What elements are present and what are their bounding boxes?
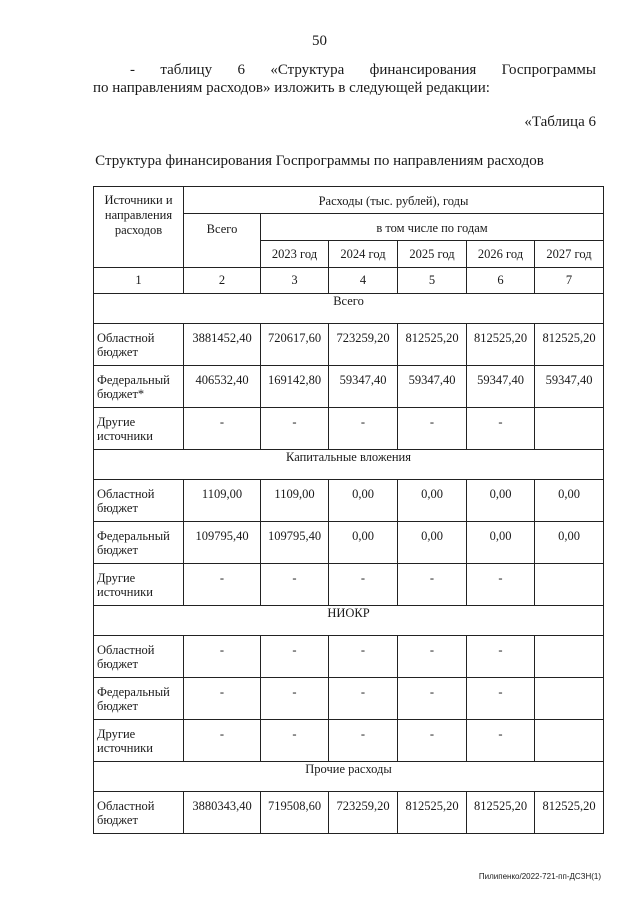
page-number: 50 <box>312 33 327 49</box>
intro-line-2: по направлениям расходов» изложить в следующей редакции: <box>93 80 490 96</box>
row-value: 0,00 <box>398 480 467 522</box>
table-row <box>94 564 604 606</box>
section-header-row <box>94 606 604 636</box>
row-source: Федеральный бюджет <box>94 678 184 720</box>
row-value: - <box>329 636 398 678</box>
column-number: 5 <box>398 268 467 294</box>
intro-word: таблицу <box>160 62 213 78</box>
row-value: 720617,60 <box>261 324 329 366</box>
row-value: 169142,80 <box>261 366 329 408</box>
column-number: 1 <box>94 268 184 294</box>
section-title: Капитальные вложения <box>94 450 604 480</box>
row-value: - <box>261 678 329 720</box>
row-value: 59347,40 <box>535 366 604 408</box>
row-value: - <box>184 408 261 450</box>
row-value <box>535 408 604 450</box>
row-value: 0,00 <box>398 522 467 564</box>
column-number: 2 <box>184 268 261 294</box>
header-by-years: в том числе по годам <box>261 214 604 241</box>
section-header-row <box>94 294 604 324</box>
header-year: 2026 год <box>467 241 535 268</box>
row-value: 1109,00 <box>184 480 261 522</box>
table-row <box>94 720 604 762</box>
row-value: - <box>261 564 329 606</box>
row-value: 812525,20 <box>398 792 467 834</box>
row-value: 812525,20 <box>467 324 535 366</box>
row-value: - <box>467 678 535 720</box>
table-row <box>94 480 604 522</box>
header-year: 2024 год <box>329 241 398 268</box>
row-value <box>535 720 604 762</box>
row-value: 0,00 <box>467 522 535 564</box>
row-value: 812525,20 <box>398 324 467 366</box>
row-source: Федеральный бюджет* <box>94 366 184 408</box>
column-number: 4 <box>329 268 398 294</box>
row-source: Областной бюджет <box>94 480 184 522</box>
intro-paragraph <box>93 61 596 97</box>
table-row <box>94 408 604 450</box>
row-value: - <box>184 636 261 678</box>
row-source: Другие источники <box>94 408 184 450</box>
intro-word: - <box>130 62 135 78</box>
row-value: 723259,20 <box>329 792 398 834</box>
row-value: - <box>329 408 398 450</box>
table-label: «Таблица 6 <box>524 114 596 130</box>
row-value: - <box>261 636 329 678</box>
row-value: - <box>467 408 535 450</box>
row-value: 59347,40 <box>329 366 398 408</box>
row-value: 812525,20 <box>467 792 535 834</box>
row-value: 109795,40 <box>184 522 261 564</box>
section-title: НИОКР <box>94 606 604 636</box>
row-value: - <box>398 720 467 762</box>
header-year: 2025 год <box>398 241 467 268</box>
row-value: 0,00 <box>329 480 398 522</box>
row-value: 0,00 <box>535 480 604 522</box>
row-value <box>535 678 604 720</box>
row-value: - <box>261 720 329 762</box>
row-value: 59347,40 <box>467 366 535 408</box>
row-value: 812525,20 <box>535 792 604 834</box>
row-value: 3881452,40 <box>184 324 261 366</box>
row-source: Другие источники <box>94 720 184 762</box>
row-value: - <box>261 408 329 450</box>
table-row <box>94 366 604 408</box>
table-title: Структура финансирования Госпрограммы по направлениям расходов <box>95 153 544 169</box>
row-source: Областной бюджет <box>94 792 184 834</box>
row-value: 719508,60 <box>261 792 329 834</box>
table-row <box>94 324 604 366</box>
table-row <box>94 792 604 834</box>
row-source: Другие источники <box>94 564 184 606</box>
row-value: 0,00 <box>329 522 398 564</box>
row-value: - <box>398 408 467 450</box>
row-source: Областной бюджет <box>94 324 184 366</box>
row-value <box>535 564 604 606</box>
row-value: 406532,40 <box>184 366 261 408</box>
intro-word: финансирования <box>369 62 477 78</box>
row-value: 3880343,40 <box>184 792 261 834</box>
row-value: 0,00 <box>535 522 604 564</box>
row-value: 723259,20 <box>329 324 398 366</box>
row-value: - <box>398 636 467 678</box>
footer-code: Пилипенко/2022-721-пп-ДСЗН(1) <box>478 872 601 881</box>
row-value: - <box>184 678 261 720</box>
header-year: 2023 год <box>261 241 329 268</box>
section-header-row <box>94 450 604 480</box>
row-value: 0,00 <box>467 480 535 522</box>
row-value: - <box>329 720 398 762</box>
row-value: 59347,40 <box>398 366 467 408</box>
row-value: 109795,40 <box>261 522 329 564</box>
row-source: Областной бюджет <box>94 636 184 678</box>
row-value: 1109,00 <box>261 480 329 522</box>
header-expenses: Расходы (тыс. рублей), годы <box>184 187 604 214</box>
section-title: Всего <box>94 294 604 324</box>
row-source: Федеральный бюджет <box>94 522 184 564</box>
table-row <box>94 522 604 564</box>
row-value: - <box>467 564 535 606</box>
column-number: 7 <box>535 268 604 294</box>
table-row <box>94 678 604 720</box>
column-number: 3 <box>261 268 329 294</box>
financing-table <box>93 186 604 834</box>
row-value: - <box>398 678 467 720</box>
row-value: - <box>467 720 535 762</box>
table-row <box>94 636 604 678</box>
intro-line-1 <box>93 61 596 79</box>
row-value: 812525,20 <box>535 324 604 366</box>
column-number: 6 <box>467 268 535 294</box>
row-value: - <box>467 636 535 678</box>
header-total: Всего <box>184 214 261 268</box>
header-sources: Источники и направления расходов <box>94 187 184 268</box>
intro-word: 6 <box>237 62 245 78</box>
row-value: - <box>329 564 398 606</box>
header-year: 2027 год <box>535 241 604 268</box>
intro-word: Госпрограммы <box>501 62 596 78</box>
row-value: - <box>184 720 261 762</box>
intro-word: «Структура <box>270 62 345 78</box>
row-value: - <box>398 564 467 606</box>
row-value: - <box>329 678 398 720</box>
row-value <box>535 636 604 678</box>
row-value: - <box>184 564 261 606</box>
section-title: Прочие расходы <box>94 762 604 792</box>
section-header-row <box>94 762 604 792</box>
